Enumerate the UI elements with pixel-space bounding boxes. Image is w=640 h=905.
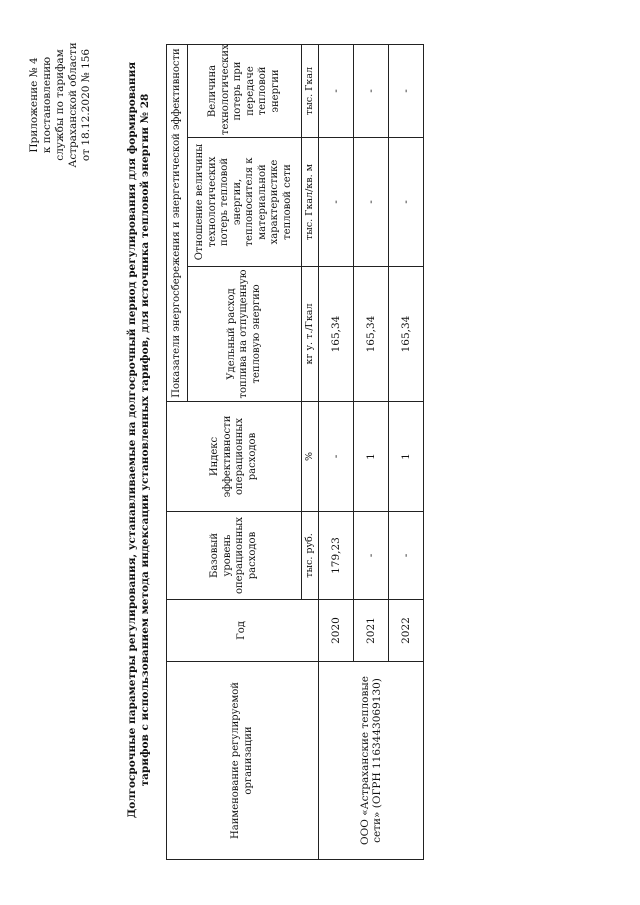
unit-loss-ratio: тыс. Гкал/кв. м bbox=[302, 138, 319, 267]
header-base-level: Базовый уровень операционных расходов bbox=[167, 512, 302, 600]
appendix-note bbox=[28, 5, 93, 205]
appendix-line: Приложение № 4 bbox=[28, 57, 40, 153]
cell-fuel: 165,34 bbox=[389, 267, 424, 402]
header-org: Наименование регулируемой организации bbox=[167, 662, 319, 860]
cell-losses: - bbox=[354, 45, 389, 138]
cell-losses: - bbox=[389, 45, 424, 138]
cell-fuel: 165,34 bbox=[319, 267, 354, 402]
cell-base-level: - bbox=[389, 512, 424, 600]
header-year: Год bbox=[167, 600, 319, 662]
parameters-table bbox=[166, 44, 424, 860]
cell-losses: - bbox=[319, 45, 354, 138]
cell-year: 2020 bbox=[319, 600, 354, 662]
appendix-line: к постановлению bbox=[41, 56, 53, 154]
cell-base-level: - bbox=[354, 512, 389, 600]
header-index: Индекс эффективности операционных расходов bbox=[167, 402, 302, 512]
cell-loss-ratio: - bbox=[319, 138, 354, 267]
appendix-line: от 18.12.2020 № 156 bbox=[80, 48, 92, 162]
heading-line-1: Долгосрочные параметры регулирования, устанавливаемые на долгосрочный период регулирования для формирования bbox=[126, 61, 138, 819]
cell-year: 2022 bbox=[389, 600, 424, 662]
cell-index: 1 bbox=[354, 402, 389, 512]
cell-index: - bbox=[319, 402, 354, 512]
table-row bbox=[319, 45, 354, 860]
cell-index: 1 bbox=[389, 402, 424, 512]
header-fuel: Удельный расход топлива на отпущенную тепловую энергию bbox=[188, 267, 302, 402]
organization-name: ООО «Астраханские тепловые сети» (ОГРН 1163443069130) bbox=[319, 662, 424, 860]
heading-line-2: тарифов с использованием метода индексации установленных тарифов, для источника тепловой энергии № 28 bbox=[139, 93, 151, 787]
cell-fuel: 165,34 bbox=[354, 267, 389, 402]
cell-year: 2021 bbox=[354, 600, 389, 662]
unit-index: % bbox=[302, 402, 319, 512]
header-loss-ratio: Отношение величины технологических потерь тепловой энергии, теплоносителя к материальной характеристике тепловой сети bbox=[188, 138, 302, 267]
cell-loss-ratio: - bbox=[354, 138, 389, 267]
appendix-line: службы по тарифам bbox=[54, 49, 66, 161]
document-heading bbox=[126, 45, 152, 835]
cell-base-level: 179,23 bbox=[319, 512, 354, 600]
header-losses: Величина технологических потерь при передаче тепловой энергии bbox=[188, 45, 302, 138]
header-group-energy: Показатели энергосбережения и энергетической эффективности bbox=[167, 45, 188, 402]
unit-fuel: кг у. т./Гкал bbox=[302, 267, 319, 402]
cell-loss-ratio: - bbox=[389, 138, 424, 267]
unit-losses: тыс. Гкал bbox=[302, 45, 319, 138]
unit-base-level: тыс. руб. bbox=[302, 512, 319, 600]
appendix-line: Астраханской области bbox=[67, 42, 79, 168]
